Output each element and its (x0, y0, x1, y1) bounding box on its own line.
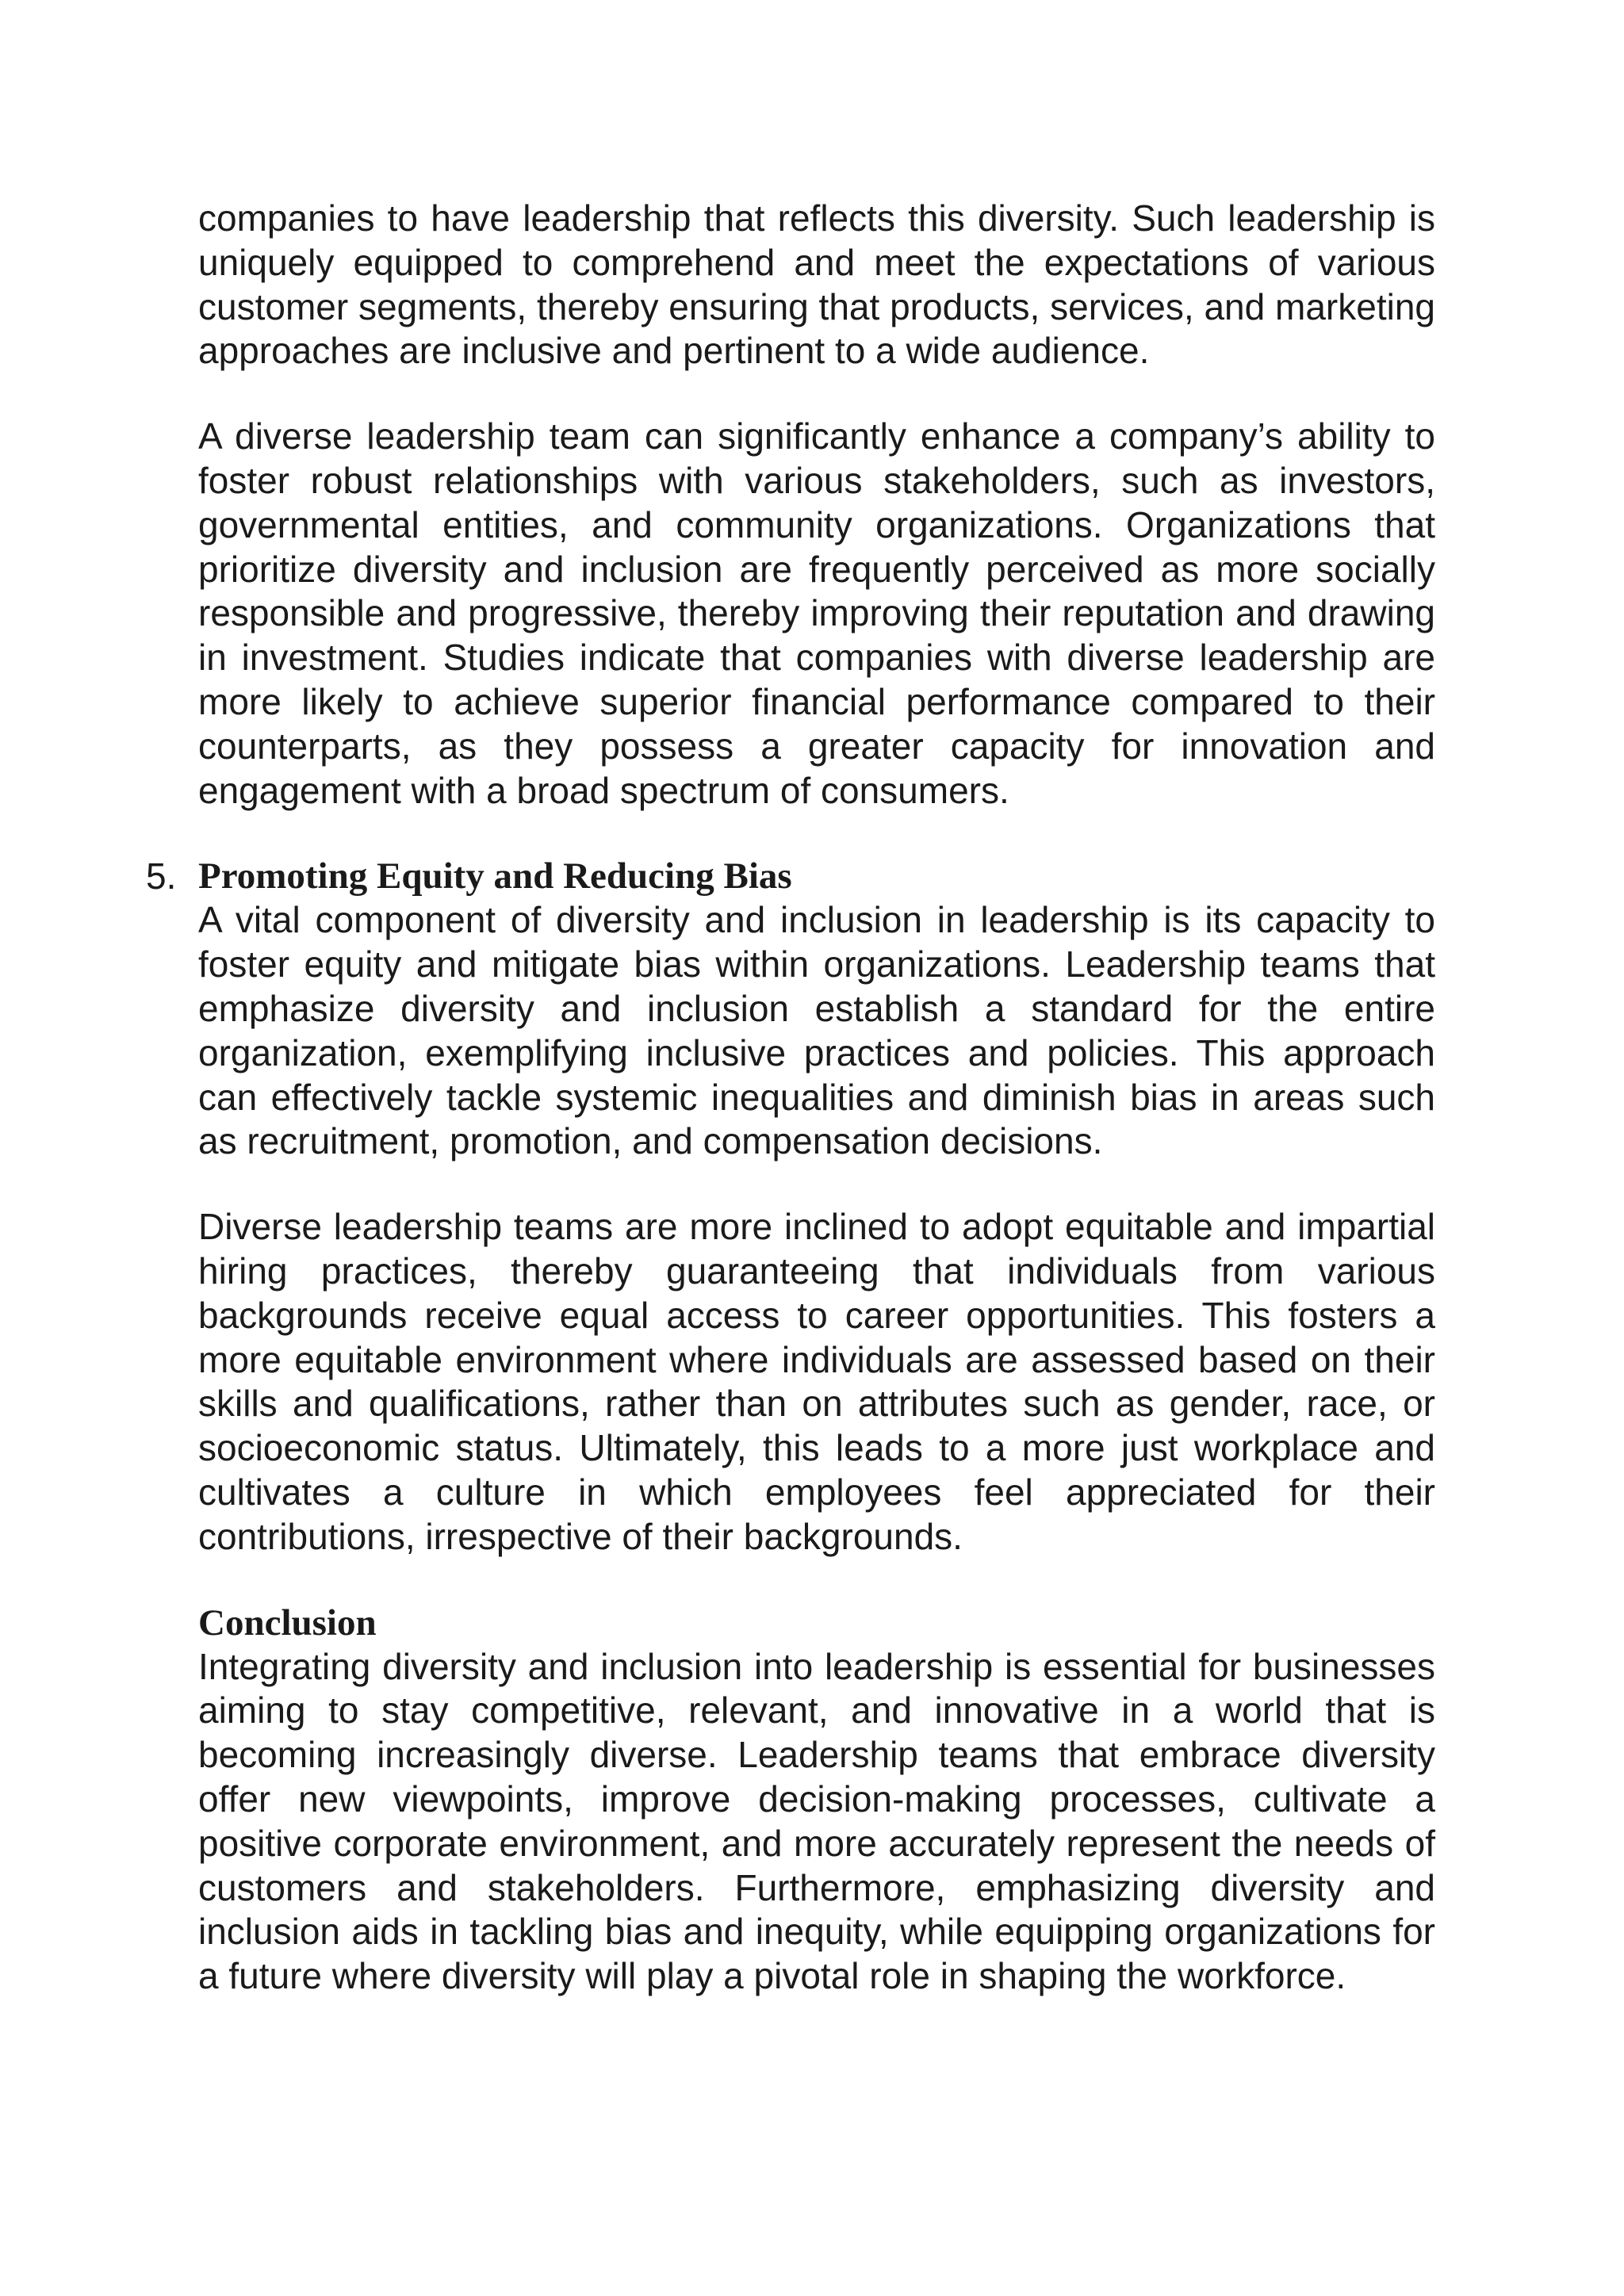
section-5-number: 5. (146, 855, 177, 897)
section-5-heading-row (146, 854, 1435, 898)
conclusion-title: Conclusion (198, 1601, 377, 1644)
paragraph-equity-bias: A vital component of diversity and inclusion in leadership is its capacity to foster equity and mitigate bias within organizations. Leadership teams that emphasize diversity and inclusion establish a standard for the entire organization, exemplifying inclusive practices and policies. This approach can effectively tackle systemic inequalities and diminish bias in areas such as recruitment, promotion, and compensation decisions. (198, 899, 1435, 1162)
paragraph-conclusion: Integrating diversity and inclusion into leadership is essential for businesses aiming to stay competitive, relevant, and innovative in a world that is becoming increasingly diverse. Leadership teams that embrace diversity offer new viewpoints, improve decision-making processes, cultivate a positive corporate environment, and more accurately represent the needs of customers and stakeholders. Furthermore, emphasizing diversity and inclusion aids in tackling bias and inequity, while equipping organizations for a future where diversity will play a pivotal role in shaping the workforce. (198, 1645, 1435, 1997)
paragraph-stakeholder-relationships: A diverse leadership team can significantly enhance a company’s ability to foster robust relationships with various stakeholders, such as investors, governmental entities, and community organizations. Organizations that prioritize diversity and inclusion are frequently perceived as more socially responsible and progressive, thereby improving their reputation and drawing in investment. Studies indicate that companies with diverse leadership are more likely to achieve superior financial performance compared to their counterparts, as they possess a greater capacity for innovation and engagement with a broad spectrum of consumers. (198, 415, 1435, 811)
document-page (146, 197, 1435, 1999)
section-5-title: Promoting Equity and Reducing Bias (198, 855, 792, 897)
paragraph-hiring-practices: Diverse leadership teams are more inclined to adopt equitable and impartial hiring practices, thereby guaranteeing that individuals from various backgrounds receive equal access to career opportunities. This fosters a more equitable environment where individuals are assessed based on their skills and qualifications, rather than on attributes such as gender, race, or socioeconomic status. Ultimately, this leads to a more just workplace and cultivates a culture in which employees feel appreciated for their contributions, irrespective of their backgrounds. (198, 1206, 1435, 1557)
paragraph-customer-segments: companies to have leadership that reflects this diversity. Such leadership is uniquely equipped to comprehend and meet the expectations of various customer segments, thereby ensuring that products, services, and marketing approaches are inclusive and pertinent to a wide audience. (198, 197, 1435, 372)
